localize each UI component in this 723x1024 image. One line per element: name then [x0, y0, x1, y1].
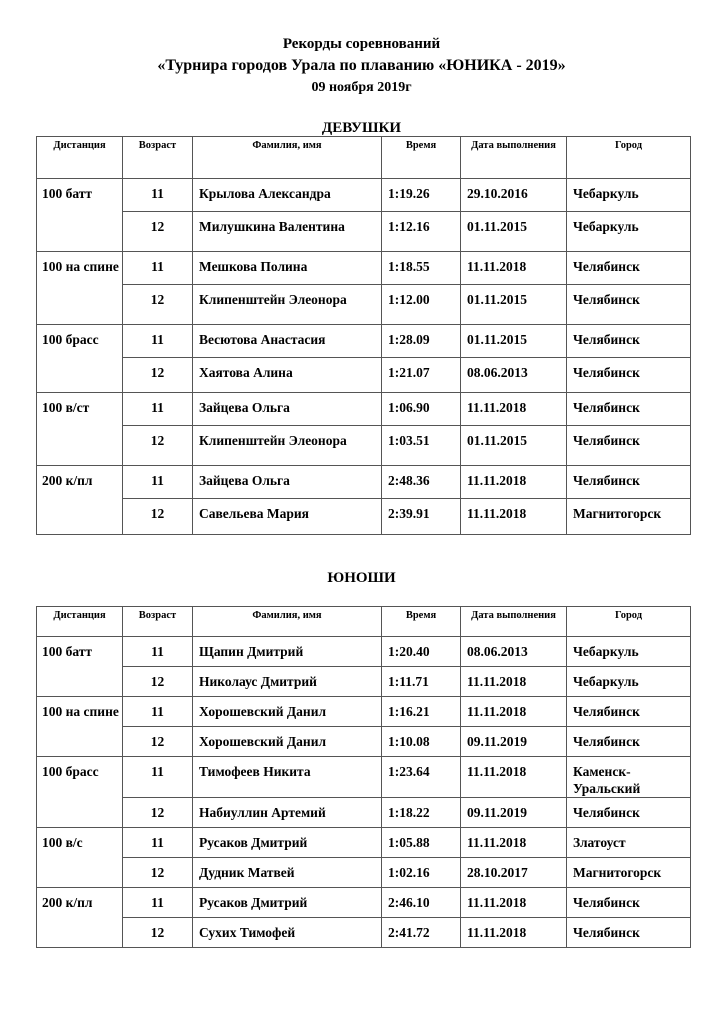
date-cell: 11.11.2018	[461, 667, 567, 697]
age-cell: 12	[123, 858, 193, 888]
table-row	[37, 426, 691, 466]
table-row	[37, 325, 691, 358]
date-cell: 01.11.2015	[461, 285, 567, 325]
table-row	[37, 858, 691, 888]
table-row	[37, 212, 691, 252]
city-cell: Златоуст	[567, 828, 691, 858]
time-cell: 1:03.51	[382, 426, 461, 466]
city-cell: Челябинск	[567, 727, 691, 757]
name-cell: Набиуллин Артемий	[193, 798, 382, 828]
city-cell: Чебаркуль	[567, 667, 691, 697]
city-cell: Чебаркуль	[567, 212, 691, 252]
date-cell: 11.11.2018	[461, 466, 567, 499]
name-cell: Русаков Дмитрий	[193, 828, 382, 858]
city-cell: Челябинск	[567, 798, 691, 828]
city-cell: Чебаркуль	[567, 179, 691, 212]
name-cell: Хорошевский Данил	[193, 727, 382, 757]
time-cell: 2:46.10	[382, 888, 461, 918]
age-cell: 11	[123, 393, 193, 426]
date-cell: 01.11.2015	[461, 426, 567, 466]
age-cell: 11	[123, 828, 193, 858]
age-cell: 12	[123, 798, 193, 828]
date-cell: 11.11.2018	[461, 252, 567, 285]
table-row	[37, 888, 691, 918]
time-cell: 1:11.71	[382, 667, 461, 697]
table-row	[37, 252, 691, 285]
girls-section-title: ДЕВУШКИ	[321, 120, 402, 136]
boys-section-title: ЮНОШИ	[327, 570, 396, 586]
time-cell: 2:41.72	[382, 918, 461, 948]
time-cell: 1:18.55	[382, 252, 461, 285]
time-cell: 1:23.64	[382, 757, 461, 798]
city-cell: Магнитогорск	[567, 858, 691, 888]
distance-cell: 100 на спине	[37, 252, 123, 325]
table-row	[37, 757, 691, 798]
distance-cell: 100 в/с	[37, 828, 123, 888]
time-cell: 1:18.22	[382, 798, 461, 828]
table-row	[37, 798, 691, 828]
date-cell: 09.11.2019	[461, 798, 567, 828]
date-header: Дата выполнения	[461, 607, 567, 637]
time-cell: 1:20.40	[382, 637, 461, 667]
distance-cell: 100 брасс	[37, 757, 123, 828]
table-row	[37, 466, 691, 499]
age-cell: 12	[123, 499, 193, 535]
age-cell: 11	[123, 697, 193, 727]
table-row	[37, 499, 691, 535]
age-cell: 12	[123, 727, 193, 757]
table-row	[37, 179, 691, 212]
boys-header-row	[37, 607, 691, 637]
age-cell: 11	[123, 325, 193, 358]
city-header: Город	[567, 137, 691, 179]
date-cell: 11.11.2018	[461, 828, 567, 858]
date-cell: 11.11.2018	[461, 918, 567, 948]
date-cell: 08.06.2013	[461, 358, 567, 393]
city-cell: Челябинск	[567, 426, 691, 466]
table-row	[37, 285, 691, 325]
age-header: Возраст	[123, 137, 193, 179]
date-header: Дата выполнения	[461, 137, 567, 179]
age-cell: 12	[123, 918, 193, 948]
distance-cell: 100 батт	[37, 179, 123, 252]
city-cell: Челябинск	[567, 252, 691, 285]
table-row	[37, 727, 691, 757]
name-header: Фамилия, имя	[193, 607, 382, 637]
distance-cell: 200 к/пл	[37, 888, 123, 948]
name-cell: Зайцева Ольга	[193, 466, 382, 499]
age-cell: 12	[123, 212, 193, 252]
name-cell: Милушкина Валентина	[193, 212, 382, 252]
city-header: Город	[567, 607, 691, 637]
age-cell: 11	[123, 179, 193, 212]
date-cell: 09.11.2019	[461, 727, 567, 757]
name-cell: Николаус Дмитрий	[193, 667, 382, 697]
name-cell: Дудник Матвей	[193, 858, 382, 888]
time-cell: 1:12.00	[382, 285, 461, 325]
time-cell: 1:28.09	[382, 325, 461, 358]
date-cell: 08.06.2013	[461, 637, 567, 667]
city-cell: Челябинск	[567, 888, 691, 918]
boys-records-table	[36, 606, 691, 948]
city-cell: Челябинск	[567, 466, 691, 499]
city-cell: Магнитогорск	[567, 499, 691, 535]
name-cell: Хорошевский Данил	[193, 697, 382, 727]
time-header: Время	[382, 137, 461, 179]
name-cell: Клипенштейн Элеонора	[193, 426, 382, 466]
name-cell: Русаков Дмитрий	[193, 888, 382, 918]
time-cell: 1:02.16	[382, 858, 461, 888]
name-cell: Зайцева Ольга	[193, 393, 382, 426]
table-row	[37, 637, 691, 667]
date-cell: 28.10.2017	[461, 858, 567, 888]
name-cell: Хаятова Алина	[193, 358, 382, 393]
name-cell: Мешкова Полина	[193, 252, 382, 285]
date-cell: 11.11.2018	[461, 393, 567, 426]
name-cell: Клипенштейн Элеонора	[193, 285, 382, 325]
girls-records-table	[36, 136, 691, 535]
age-cell: 11	[123, 888, 193, 918]
time-cell: 1:05.88	[382, 828, 461, 858]
distance-cell: 100 батт	[37, 637, 123, 697]
document-title: Рекорды соревнований	[282, 36, 441, 52]
distance-cell: 100 в/ст	[37, 393, 123, 466]
age-cell: 12	[123, 285, 193, 325]
distance-cell: 200 к/пл	[37, 466, 123, 535]
time-cell: 1:19.26	[382, 179, 461, 212]
city-cell: Челябинск	[567, 325, 691, 358]
age-cell: 11	[123, 466, 193, 499]
girls-header-row	[37, 137, 691, 179]
date-cell: 29.10.2016	[461, 179, 567, 212]
document-subtitle: «Турнира городов Урала по плаванию «ЮНИКА - 2019»	[157, 57, 566, 74]
table-row	[37, 918, 691, 948]
name-cell: Крылова Александра	[193, 179, 382, 212]
age-cell: 12	[123, 358, 193, 393]
date-cell: 11.11.2018	[461, 757, 567, 798]
time-cell: 1:12.16	[382, 212, 461, 252]
table-row	[37, 667, 691, 697]
time-header: Время	[382, 607, 461, 637]
table-row	[37, 393, 691, 426]
time-cell: 1:06.90	[382, 393, 461, 426]
name-cell: Сухих Тимофей	[193, 918, 382, 948]
age-cell: 11	[123, 637, 193, 667]
time-cell: 2:39.91	[382, 499, 461, 535]
name-header: Фамилия, имя	[193, 137, 382, 179]
table-row	[37, 697, 691, 727]
distance-header: Дистанция	[37, 137, 123, 179]
city-cell: Каменск-Уральский	[567, 757, 691, 798]
distance-header: Дистанция	[37, 607, 123, 637]
city-cell: Челябинск	[567, 358, 691, 393]
name-cell: Щапин Дмитрий	[193, 637, 382, 667]
city-cell: Челябинск	[567, 697, 691, 727]
table-row	[37, 828, 691, 858]
table-row	[37, 358, 691, 393]
age-cell: 11	[123, 757, 193, 798]
name-cell: Савельева Мария	[193, 499, 382, 535]
date-cell: 11.11.2018	[461, 888, 567, 918]
document-date: 09 ноября 2019г	[311, 80, 412, 95]
name-cell: Тимофеев Никита	[193, 757, 382, 798]
date-cell: 11.11.2018	[461, 499, 567, 535]
date-cell: 01.11.2015	[461, 212, 567, 252]
distance-cell: 100 брасс	[37, 325, 123, 393]
city-cell: Челябинск	[567, 393, 691, 426]
time-cell: 1:21.07	[382, 358, 461, 393]
time-cell: 2:48.36	[382, 466, 461, 499]
date-cell: 01.11.2015	[461, 325, 567, 358]
date-cell: 11.11.2018	[461, 697, 567, 727]
name-cell: Весютова Анастасия	[193, 325, 382, 358]
age-cell: 12	[123, 426, 193, 466]
time-cell: 1:10.08	[382, 727, 461, 757]
time-cell: 1:16.21	[382, 697, 461, 727]
age-cell: 12	[123, 667, 193, 697]
city-cell: Чебаркуль	[567, 637, 691, 667]
city-cell: Челябинск	[567, 918, 691, 948]
distance-cell: 100 на спине	[37, 697, 123, 757]
age-cell: 11	[123, 252, 193, 285]
city-cell: Челябинск	[567, 285, 691, 325]
age-header: Возраст	[123, 607, 193, 637]
